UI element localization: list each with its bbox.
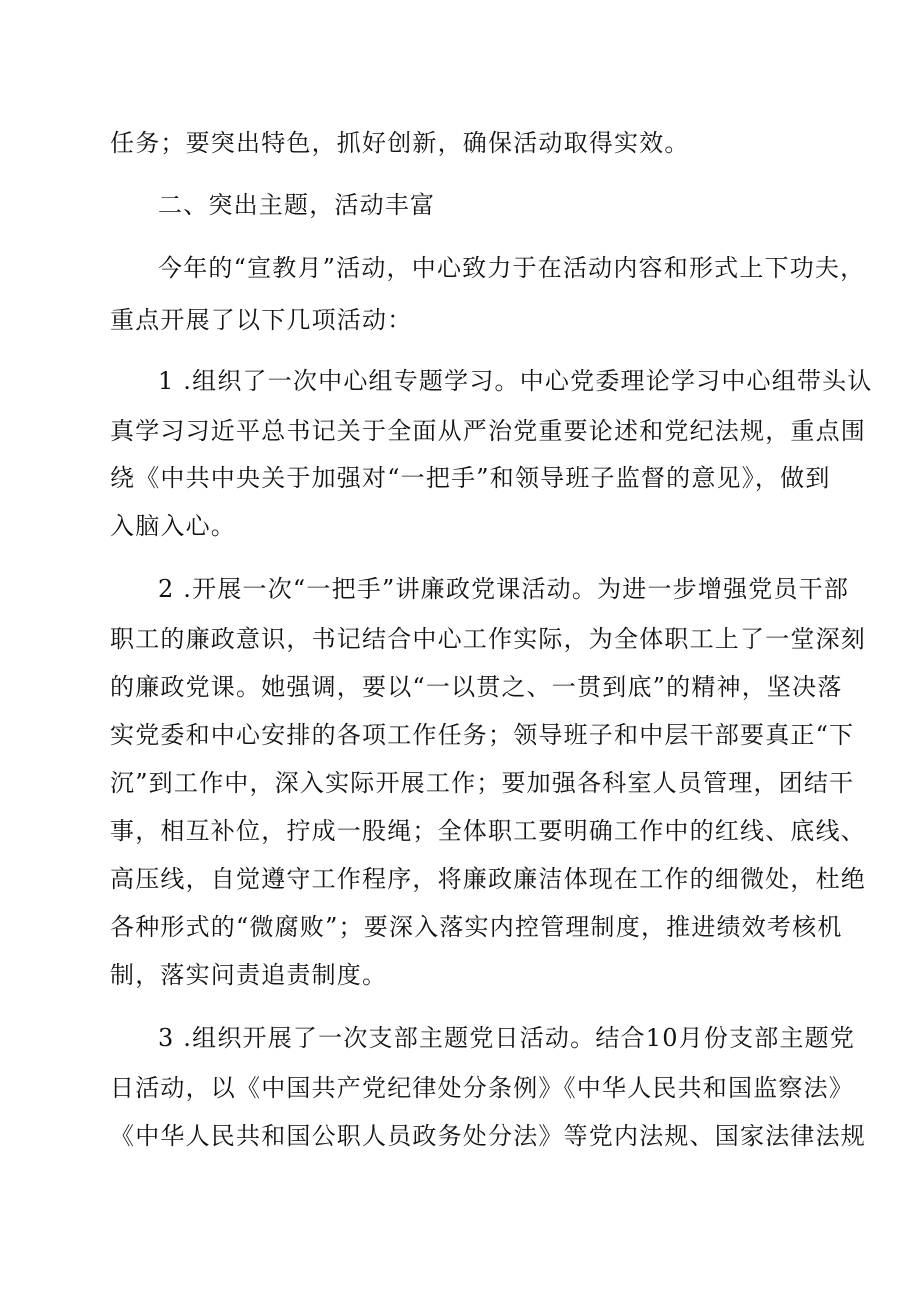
list-item-1-line: 1 .组织了一次中心组专题学习。中心党委理论学习中心组带头认: [158, 367, 873, 395]
list-item-2-line: 职工的廉政意识，书记结合中心工作实际，为全体职工上了一堂深刻: [110, 625, 866, 653]
paragraph-line: 今年的“宣教月”活动，中心致力于在活动内容和形式上下功夫，: [158, 254, 866, 282]
list-item-1-line: 真学习习近平总书记关于全面从严治党重要论述和党纪法规，重点围: [110, 417, 866, 445]
list-item-2-line: 的廉政党课。她强调，要以“一以贯之、一贯到底”的精神，坚决落: [110, 673, 843, 701]
list-item-1-line: 绕《中共中央关于加强对“一把手”和领导班子监督的意见》，做到: [110, 464, 831, 492]
list-item-3-line: 日活动，以《中国共产党纪律处分条例》《中华人民共和国监察法》: [110, 1074, 854, 1102]
list-item-1-line: 入脑入心。: [110, 512, 236, 540]
paragraph-line: 重点开展了以下几项活动：: [110, 306, 413, 334]
section-heading: 二、突出主题，活动丰富: [158, 191, 436, 219]
list-item-2-line: 2 .开展一次“一把手”讲廉政党课活动。为进一步增强党员干部: [158, 575, 850, 603]
list-item-2-line: 各种形式的“微腐败”；要深入落实内控管理制度，推进绩效考核机: [110, 913, 843, 941]
list-item-2-line: 沉”到工作中，深入实际开展工作；要加强各科室人员管理，团结干: [110, 769, 855, 797]
list-item-2-line: 事，相互补位，拧成一股绳；全体职工要明确工作中的红线、底线、: [110, 817, 866, 845]
list-item-3-line: 《中华人民共和国公职人员政务处分法》等党内法规、国家法律法规: [110, 1122, 866, 1150]
list-item-2-line: 制，落实问责追责制度。: [110, 961, 388, 989]
list-item-2-line: 实党委和中心安排的各项工作任务；领导班子和中层干部要真正“下: [110, 721, 855, 749]
list-item-3-line: 3 .组织开展了一次支部主题党日活动。结合10月份支部主题党: [158, 1024, 856, 1052]
list-item-2-line: 高压线，自觉遵守工作程序，将廉政廉洁体现在工作的细微处，杜绝: [110, 865, 866, 893]
paragraph-line: 任务；要突出特色，抓好创新，确保活动取得实效。: [110, 129, 690, 157]
